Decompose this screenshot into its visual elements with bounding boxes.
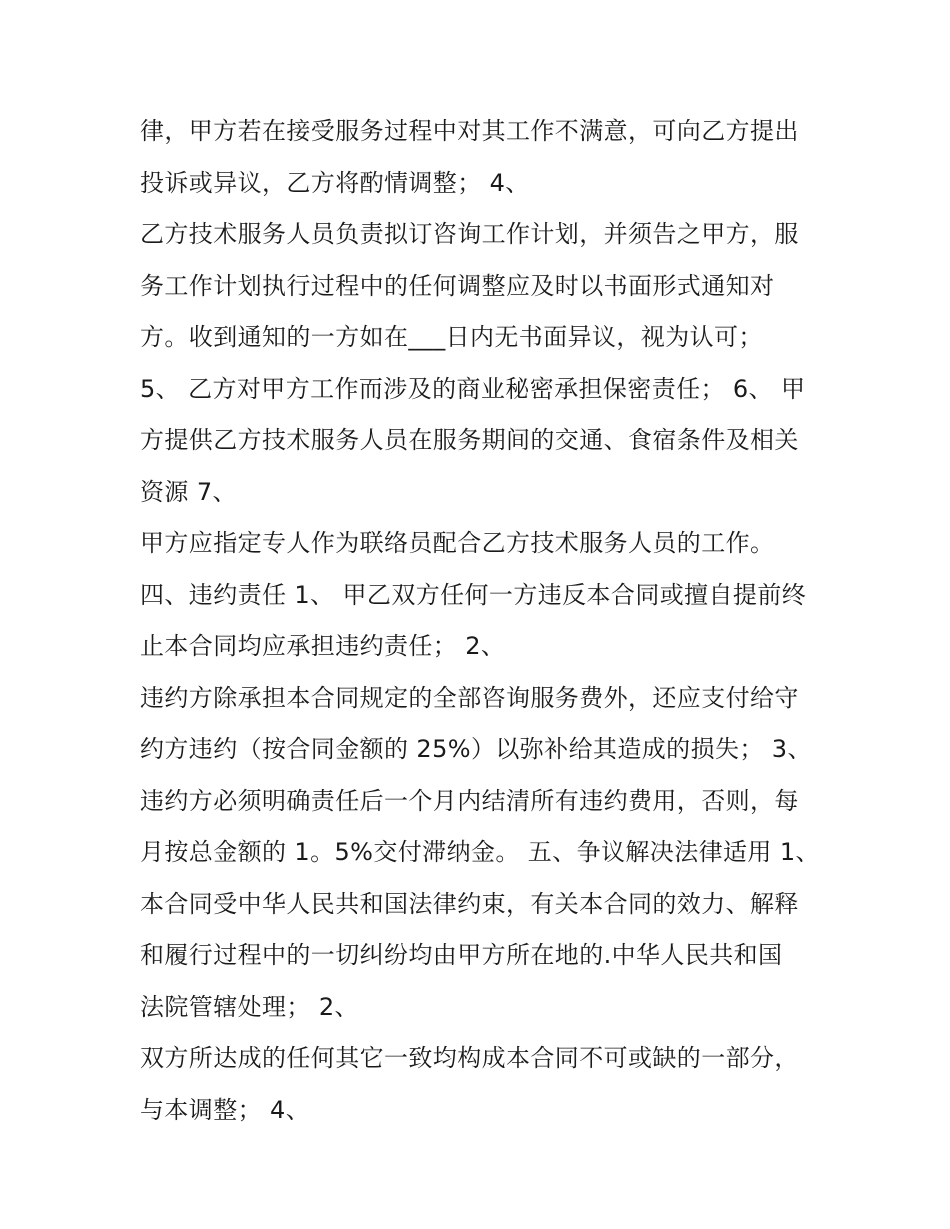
text-line-1: 律，甲方若在接受服务过程中对其工作不满意，可向乙方提出 [140,117,799,145]
text-line-13: 约方违约（按合同金额的 25%）以弥补给其造成的损失； 3、 [140,735,812,763]
text-line-20: 与本调整； 4、 [140,1095,311,1124]
text-line-6: 5、 乙方对甲方工作而涉及的商业秘密承担保密责任； 6、 甲 [140,374,806,403]
text-line-7: 方提供乙方技术服务人员在服务期间的交通、食宿条件及相关 [140,426,799,454]
text-line-4: 务工作计划执行过程中的任何调整应及时以书面形式通知对 [140,271,775,300]
text-line-10: 四、违约责任 1、 甲乙双方任何一方违反本合同或擅自提前终 [140,580,807,609]
text-line-2: 投诉或异议，乙方将酌情调整； 4、 [140,168,530,197]
contract-body-text [140,106,830,1136]
text-line-17: 和履行过程中的一切纠纷均由甲方所在地的.中华人民共和国 [140,941,783,969]
text-line-11: 止本合同均应承担违约责任； 2、 [140,632,506,660]
text-line-15: 月按总金额的 1。5%交付滞纳金。 五、争议解决法律适用 1、 [140,838,820,866]
text-line-5: 方。收到通知的一方如在___日内无书面异议，视为认可； [140,323,763,351]
text-line-9: 甲方应指定专人作为联络员配合乙方技术服务人员的工作。 [140,529,775,557]
text-line-19: 双方所达成的任何其它一致均构成本合同不可或缺的一部分， [140,1044,799,1072]
text-line-12: 违约方除承担本合同规定的全部咨询服务费外，还应支付给守 [140,683,799,712]
text-line-8: 资源 7、 [140,477,237,506]
text-line-14: 违约方必须明确责任后一个月内结清所有违约费用，否则，每 [140,786,799,815]
text-line-18: 法院管辖处理； 2、 [140,992,359,1021]
text-line-3: 乙方技术服务人员负责拟订咨询工作计划，并须告之甲方，服 [140,220,799,248]
text-line-16: 本合同受中华人民共和国法律约束，有关本合同的效力、解释 [140,889,799,918]
